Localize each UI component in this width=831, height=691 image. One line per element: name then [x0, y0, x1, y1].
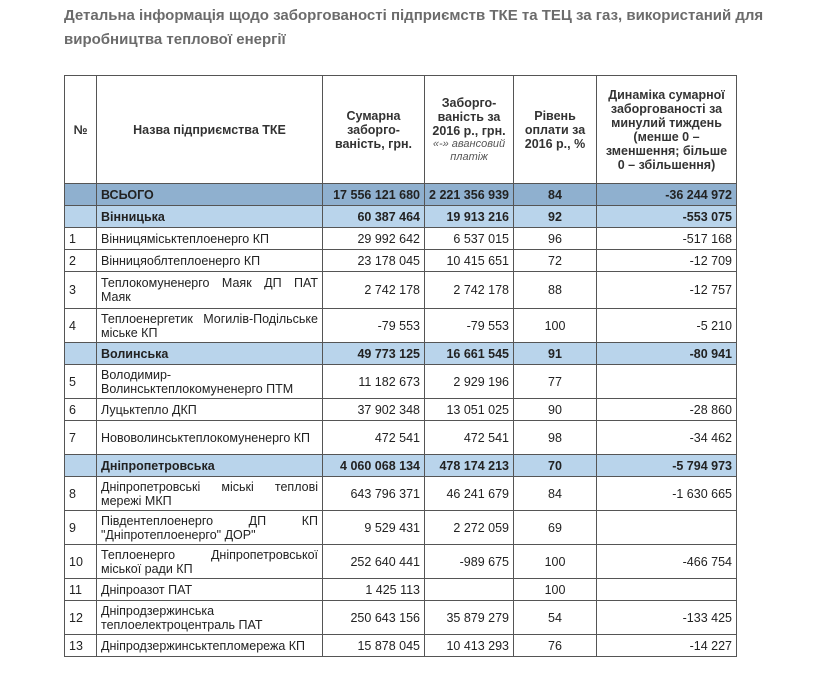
header-total-debt: Сумарна заборго-ваність, грн.	[323, 76, 425, 184]
cell-payment-level: 76	[514, 635, 597, 657]
cell-payment-level: 84	[514, 477, 597, 511]
header-debt-2016	[425, 76, 514, 184]
cell-no: 3	[65, 272, 97, 309]
cell-debt-2016	[425, 579, 514, 601]
cell-name: Володимир-Волинськтеплокомуненерго ПТМ	[97, 365, 323, 399]
cell-name: Вінницяоблтеплоенерго КП	[97, 250, 323, 272]
cell-payment-level: 98	[514, 421, 597, 455]
cell-no: 6	[65, 399, 97, 421]
cell-dynamics: -12 709	[597, 250, 737, 272]
total-row	[65, 184, 737, 206]
cell-payment-level: 88	[514, 272, 597, 309]
cell-total-debt: 49 773 125	[323, 343, 425, 365]
cell-name: Вінницяміськтеплоенерго КП	[97, 228, 323, 250]
cell-payment-level: 100	[514, 545, 597, 579]
cell-debt-2016: 472 541	[425, 421, 514, 455]
table-body	[65, 184, 737, 657]
cell-total-debt: 250 643 156	[323, 601, 425, 635]
cell-debt-2016: 2 221 356 939	[425, 184, 514, 206]
cell-name: Вінницька	[97, 206, 323, 228]
header-name: Назва підприємства ТКЕ	[97, 76, 323, 184]
header-debt-2016-label: Заборго-ваність за 2016 р., грн.	[432, 95, 506, 138]
cell-payment-level: 70	[514, 455, 597, 477]
cell-debt-2016: 10 415 651	[425, 250, 514, 272]
cell-payment-level: 96	[514, 228, 597, 250]
table-row	[65, 601, 737, 635]
table-header-row	[65, 76, 737, 184]
cell-name: Дніпродзержинська теплоелектроцентраль ПАТ	[97, 601, 323, 635]
cell-debt-2016: 10 413 293	[425, 635, 514, 657]
cell-no	[65, 455, 97, 477]
cell-name: ВСЬОГО	[97, 184, 323, 206]
cell-total-debt: 1 425 113	[323, 579, 425, 601]
cell-no: 7	[65, 421, 97, 455]
cell-total-debt: 23 178 045	[323, 250, 425, 272]
table-row	[65, 228, 737, 250]
cell-total-debt: 29 992 642	[323, 228, 425, 250]
cell-no: 13	[65, 635, 97, 657]
cell-total-debt: 37 902 348	[323, 399, 425, 421]
table-row	[65, 545, 737, 579]
cell-debt-2016: 35 879 279	[425, 601, 514, 635]
cell-total-debt: 252 640 441	[323, 545, 425, 579]
cell-payment-level: 90	[514, 399, 597, 421]
header-dynamics: Динаміка сумарної заборгованості за минулий тиждень (менше 0 – зменшення; більше 0 – збільшення)	[597, 76, 737, 184]
page-title: Детальна інформація щодо заборгованості підприємств ТКЕ та ТЕЦ за газ, використаний для виробництва теплової енергії	[64, 7, 764, 48]
header-debt-2016-note: «-» авансовий платіж	[432, 137, 506, 163]
table-row	[65, 272, 737, 309]
cell-dynamics: -12 757	[597, 272, 737, 309]
cell-debt-2016: 19 913 216	[425, 206, 514, 228]
cell-name: Теплоенерго Дніпропетровської міської ради КП	[97, 545, 323, 579]
region-row	[65, 206, 737, 228]
cell-debt-2016: -79 553	[425, 309, 514, 343]
cell-no	[65, 343, 97, 365]
cell-name: Південтеплоенерго ДП КП "Дніпротеплоенерго" ДОР"	[97, 511, 323, 545]
cell-debt-2016: 2 929 196	[425, 365, 514, 399]
table-row	[65, 250, 737, 272]
cell-dynamics	[597, 365, 737, 399]
cell-no	[65, 206, 97, 228]
cell-name: Нововолинськтеплокомуненерго КП	[97, 421, 323, 455]
cell-debt-2016: 2 742 178	[425, 272, 514, 309]
cell-dynamics: -28 860	[597, 399, 737, 421]
cell-total-debt: 2 742 178	[323, 272, 425, 309]
header-payment-level: Рівень оплати за 2016 р., %	[514, 76, 597, 184]
table-row	[65, 579, 737, 601]
cell-dynamics: -80 941	[597, 343, 737, 365]
cell-debt-2016: 13 051 025	[425, 399, 514, 421]
cell-total-debt: 15 878 045	[323, 635, 425, 657]
header-no: №	[65, 76, 97, 184]
cell-no: 2	[65, 250, 97, 272]
cell-no: 12	[65, 601, 97, 635]
cell-dynamics	[597, 579, 737, 601]
cell-debt-2016: 478 174 213	[425, 455, 514, 477]
cell-total-debt: 60 387 464	[323, 206, 425, 228]
cell-debt-2016: 6 537 015	[425, 228, 514, 250]
table-row	[65, 365, 737, 399]
cell-payment-level: 72	[514, 250, 597, 272]
cell-payment-level: 54	[514, 601, 597, 635]
cell-dynamics: -5 794 973	[597, 455, 737, 477]
table-row	[65, 477, 737, 511]
table-row	[65, 399, 737, 421]
table-row	[65, 309, 737, 343]
cell-debt-2016: 16 661 545	[425, 343, 514, 365]
cell-dynamics: -517 168	[597, 228, 737, 250]
cell-name: Дніпродзержинськтепломережа КП	[97, 635, 323, 657]
cell-payment-level: 100	[514, 579, 597, 601]
cell-total-debt: -79 553	[323, 309, 425, 343]
cell-total-debt: 4 060 068 134	[323, 455, 425, 477]
cell-payment-level: 100	[514, 309, 597, 343]
cell-no: 10	[65, 545, 97, 579]
cell-no: 1	[65, 228, 97, 250]
cell-dynamics: -5 210	[597, 309, 737, 343]
cell-dynamics: -1 630 665	[597, 477, 737, 511]
cell-total-debt: 643 796 371	[323, 477, 425, 511]
region-row	[65, 343, 737, 365]
cell-debt-2016: 2 272 059	[425, 511, 514, 545]
cell-no: 4	[65, 309, 97, 343]
cell-dynamics: -14 227	[597, 635, 737, 657]
cell-name: Дніпропетровська	[97, 455, 323, 477]
table-row	[65, 421, 737, 455]
cell-name: Дніпропетровські міські теплові мережі МКП	[97, 477, 323, 511]
region-row	[65, 455, 737, 477]
cell-payment-level: 92	[514, 206, 597, 228]
cell-no: 5	[65, 365, 97, 399]
cell-total-debt: 17 556 121 680	[323, 184, 425, 206]
cell-payment-level: 77	[514, 365, 597, 399]
cell-payment-level: 91	[514, 343, 597, 365]
cell-name: Теплоенергетик Могилів-Подільське міське КП	[97, 309, 323, 343]
cell-dynamics	[597, 511, 737, 545]
table-row	[65, 511, 737, 545]
cell-payment-level: 69	[514, 511, 597, 545]
cell-dynamics: -133 425	[597, 601, 737, 635]
cell-name: Луцьктепло ДКП	[97, 399, 323, 421]
debt-table	[64, 75, 737, 657]
cell-debt-2016: -989 675	[425, 545, 514, 579]
cell-name: Теплокомуненерго Маяк ДП ПАТ Маяк	[97, 272, 323, 309]
table-row	[65, 635, 737, 657]
cell-no: 9	[65, 511, 97, 545]
cell-total-debt: 9 529 431	[323, 511, 425, 545]
cell-total-debt: 11 182 673	[323, 365, 425, 399]
cell-payment-level: 84	[514, 184, 597, 206]
cell-dynamics: -553 075	[597, 206, 737, 228]
cell-debt-2016: 46 241 679	[425, 477, 514, 511]
cell-name: Волинська	[97, 343, 323, 365]
cell-total-debt: 472 541	[323, 421, 425, 455]
cell-dynamics: -466 754	[597, 545, 737, 579]
cell-dynamics: -36 244 972	[597, 184, 737, 206]
cell-no	[65, 184, 97, 206]
cell-no: 11	[65, 579, 97, 601]
cell-name: Дніпроазот ПАТ	[97, 579, 323, 601]
cell-no: 8	[65, 477, 97, 511]
cell-dynamics: -34 462	[597, 421, 737, 455]
